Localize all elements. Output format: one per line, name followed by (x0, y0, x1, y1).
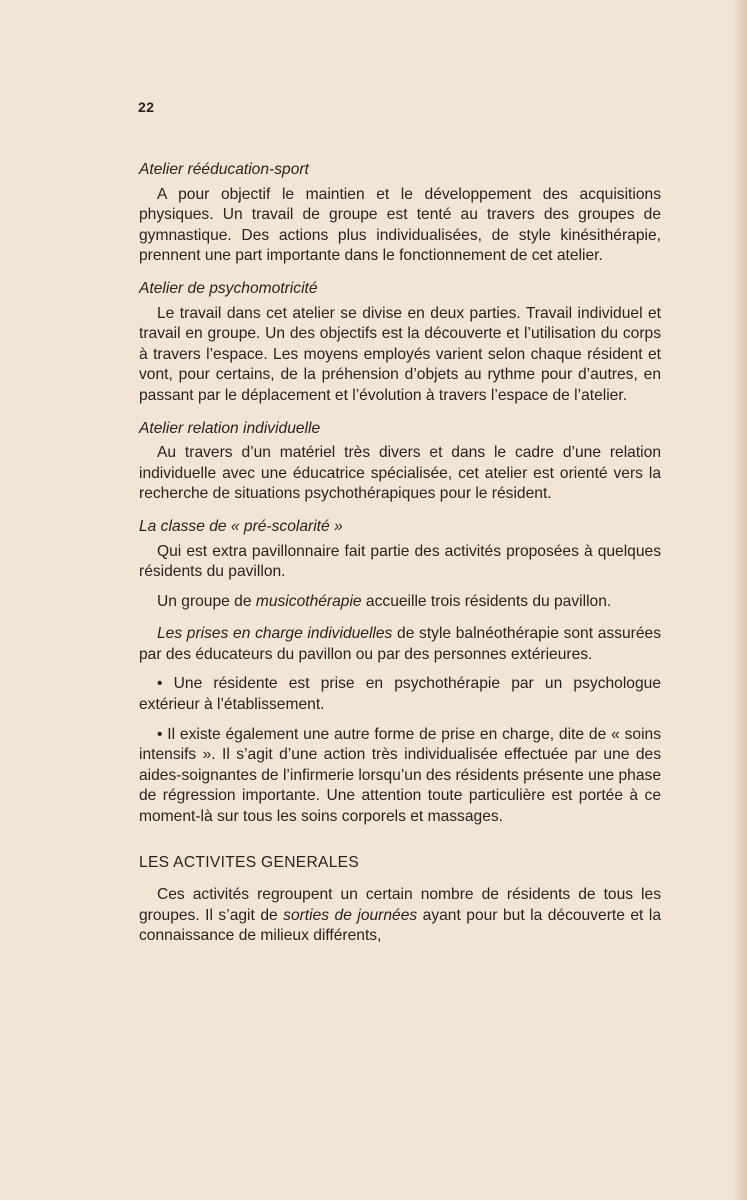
document-body (139, 160, 661, 947)
paragraph (139, 542, 661, 583)
heading-atelier-reeducation-sport: Atelier rééducation-sport (139, 161, 309, 178)
paragraph (139, 185, 661, 267)
section-title-activites-generales: LES ACTIVITES GENERALES (139, 853, 360, 871)
paragraph (139, 304, 661, 407)
text-run: Au travers d’un matériel très divers et dans le cadre d’une relation individuelle avec une éducatrice spécialisée, cet atelier est orienté vers la recherche de situations psychothérapiques pour le résident. (139, 444, 661, 503)
heading-atelier-relation-individuelle: Atelier relation individuelle (139, 419, 321, 437)
text-run: A pour objectif le maintien et le développement des acquisitions physiques. Un travail de groupe est tenté au travers des groupes de gymnastique. Des actions plus individualisées, de style kinésithérapie, prennent une part importante dans le fonctionnement de cet atelier. (139, 185, 661, 265)
paragraph (139, 443, 661, 505)
text-run: • Une résidente est prise en psychothérapie par un psychologue extérieur à l’établissement. (139, 675, 661, 714)
text-run: • Il existe également une autre forme de prise en charge, dite de « soins intensifs ». Il s’agit d’une action très individualisée effectuée par une des aides-soignantes de l’infirmerie lorsqu’un des résidents présente une phase de régression importante. Une attention toute particulière est portée à ce moment-là sur tous les soins corporels et massages. (139, 725, 661, 826)
page-edge-shadow (733, 0, 747, 1200)
page-number: 22 (138, 99, 155, 115)
text-run: Le travail dans cet atelier se divise en deux parties. Travail individuel et travail en groupe. Un des objectifs est la découverte et l’utilisation du corps à travers l’espace. Les moyens employés varient selon chaque résident et vont, pour certains, de la préhension d’objets au rythme pour d’autres, en passant par le déplacement et l’évolution à travers l’espace de l’atelier. (139, 304, 661, 404)
paragraph (139, 624, 661, 665)
text-run: Ces activités regroupent un certain nombre de résidents de tous les groupes. Il s’agit de (139, 886, 661, 924)
text-run-italic: sorties de journées (283, 906, 418, 924)
paragraph (139, 885, 661, 947)
text-run-italic: musicothérapie (255, 592, 362, 610)
text-run: accueille trois résidents du pavillon. (361, 592, 612, 610)
heading-atelier-psychomotricite: Atelier de psychomotricité (139, 279, 318, 297)
heading-classe-pre-scolarite: La classe de « pré-scolarité » (139, 517, 343, 535)
paragraph (139, 592, 661, 613)
bullet-paragraph (139, 725, 661, 828)
text-run: ayant pour but la découverte et la connaissance de milieux différents, (139, 906, 661, 945)
text-run: Un groupe de (157, 592, 256, 610)
text-run: de style balnéothérapie sont assurées par des éducateurs du pavillon ou par des personnes extérieures. (139, 625, 661, 663)
bullet-paragraph (139, 674, 661, 715)
text-run-italic: Les prises en charge individuelles (157, 625, 393, 643)
text-run: Qui est extra pavillonnaire fait partie des activités proposées à quelques résidents du pavillon. (139, 542, 661, 581)
